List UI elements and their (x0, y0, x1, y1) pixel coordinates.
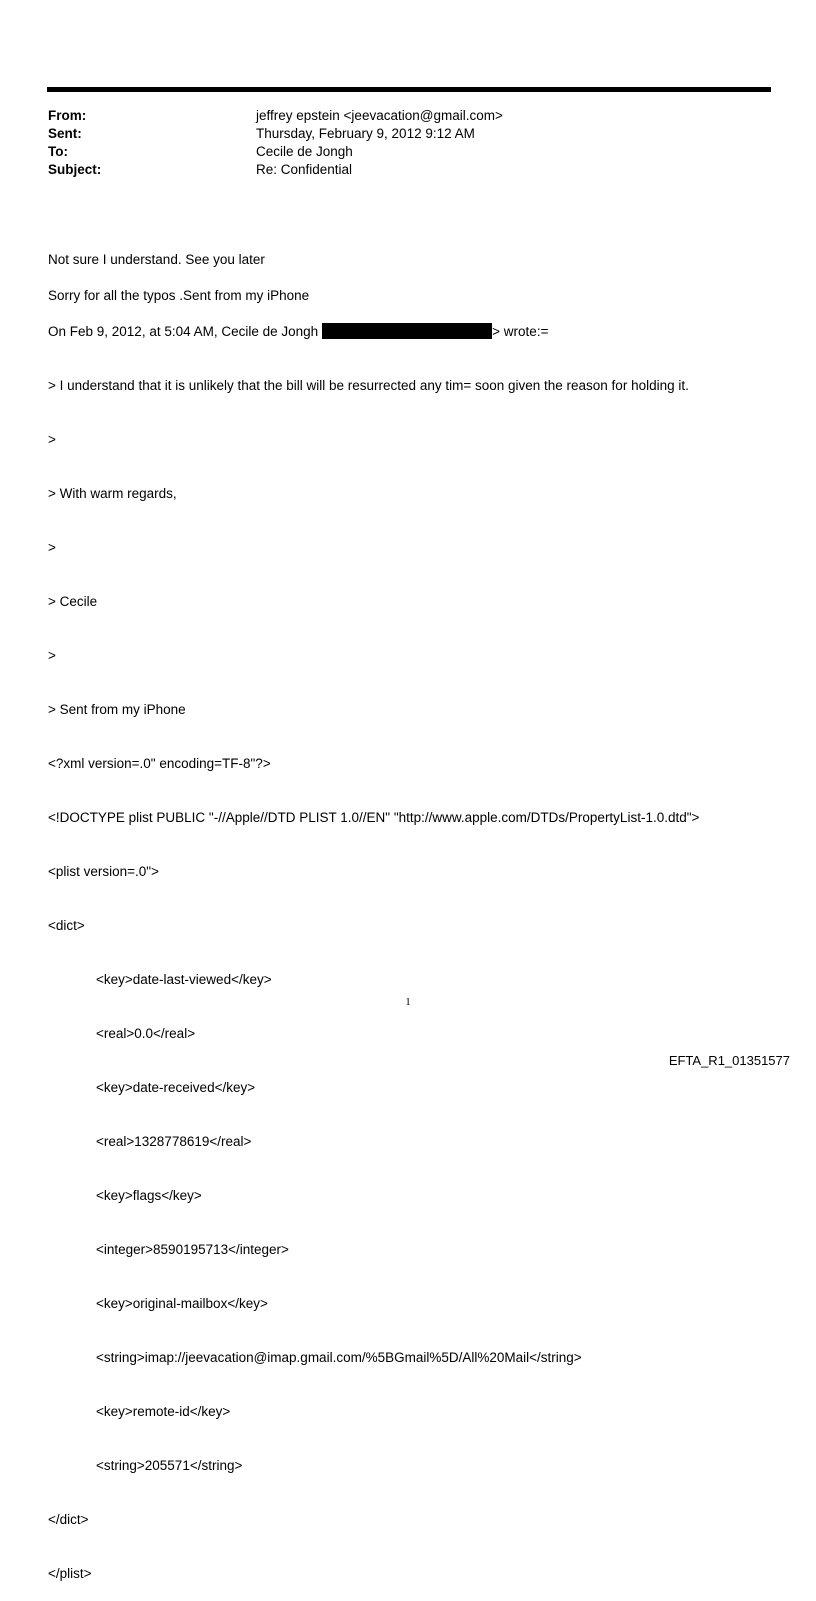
quoted-line: > (48, 432, 56, 447)
plist-line: <?xml version=.0" encoding=TF-8"?> (48, 756, 271, 771)
plist-dict-line: <key>remote-id</key> (96, 1404, 231, 1419)
quoted-line: > I understand that it is unlikely that the bill will be resurrected any tim= soon given the reason for holding it. (48, 378, 689, 393)
email-header (48, 107, 748, 179)
quote-intro (48, 323, 699, 341)
plist-dict-line: <key>original-mailbox</key> (96, 1296, 268, 1311)
plist-line: <dict> (48, 918, 85, 933)
plist-dict-line: <key>date-received</key> (96, 1080, 256, 1095)
to-value: Cecile de Jongh (256, 144, 353, 159)
to-row (48, 143, 748, 161)
page-number: 1 (405, 996, 411, 1008)
plist-dict-line: <string>205571</string> (96, 1458, 243, 1473)
sent-label: Sent: (48, 126, 82, 141)
from-label: From: (48, 108, 87, 123)
sent-value: Thursday, February 9, 2012 9:12 AM (256, 126, 475, 141)
signature-line: Sorry for all the typos .Sent from my iPhone (48, 288, 310, 303)
redaction-box (322, 323, 492, 339)
quoted-line: > (48, 540, 56, 555)
reply-line: Not sure I understand. See you later (48, 252, 265, 267)
to-label: To: (48, 144, 68, 159)
quoted-line: > Cecile (48, 594, 98, 609)
subject-row (48, 161, 748, 179)
subject-label: Subject: (48, 162, 102, 177)
plist-dict-line: <key>date-last-viewed</key> (96, 972, 272, 987)
quote-intro-prefix: On Feb 9, 2012, at 5:04 AM, Cecile de Jongh (48, 324, 319, 339)
quoted-message (48, 287, 699, 1601)
quoted-line: > (48, 648, 56, 663)
plist-dict-line: <integer>8590195713</integer> (96, 1242, 289, 1257)
quoted-line: > Sent from my iPhone (48, 702, 186, 717)
header-rule (47, 87, 771, 92)
plist-line: <plist version=.0"> (48, 864, 159, 879)
plist-line: </plist> (48, 1566, 92, 1581)
plist-dict-line: <real>0.0</real> (96, 1026, 196, 1041)
plist-dict-line: <real>1328778619</real> (96, 1134, 252, 1149)
plist-line: </dict> (48, 1512, 89, 1527)
subject-value: Re: Confidential (256, 162, 353, 177)
bates-number: EFTA_R1_01351577 (668, 1053, 790, 1068)
quoted-line: > With warm regards, (48, 486, 177, 501)
plist-dict-line: <string>imap://jeevacation@imap.gmail.com/%5BGmail%5D/All%20Mail</string> (96, 1350, 582, 1365)
sent-row (48, 125, 748, 143)
from-value: jeffrey epstein <jeevacation@gmail.com> (256, 108, 503, 123)
quote-intro-suffix: > wrote:= (492, 324, 549, 339)
plist-dict-line: <key>flags</key> (96, 1188, 202, 1203)
from-row (48, 107, 748, 125)
plist-line: <!DOCTYPE plist PUBLIC "-//Apple//DTD PLIST 1.0//EN" "http://www.apple.com/DTDs/PropertyList-1.0.dtd"> (48, 810, 700, 825)
